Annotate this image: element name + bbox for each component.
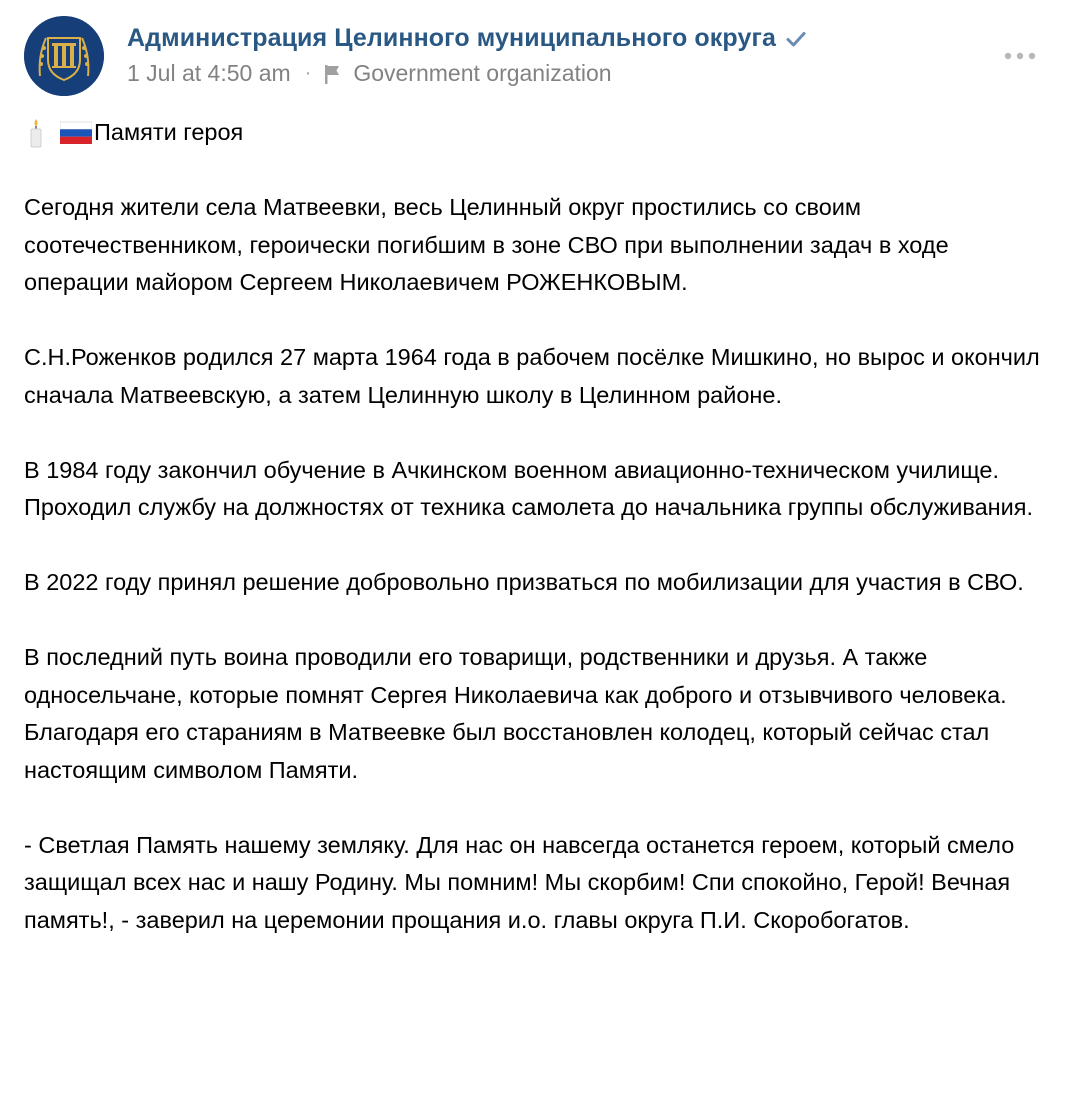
author-name-label[interactable]: Администрация Целинного муниципального округа <box>127 24 776 52</box>
candle-icon <box>24 118 48 148</box>
headline-text: Памяти героя <box>94 118 244 145</box>
more-horizontal-icon[interactable] <box>1000 46 1040 66</box>
paragraph: В 2022 году принял решение добровольно призваться по мобилизации для участия в СВО. <box>24 569 1024 595</box>
paragraph: С.Н.Роженков родился 27 марта 1964 года в рабочем посёлке Мишкино, но вырос и окончил сначала Матвеевскую, а затем Целинную школу в Целинном районе. <box>24 344 1040 408</box>
flag-icon <box>323 63 343 85</box>
paragraph: В 1984 году закончил обучение в Ачкинском военном авиационно-техническом училище. Проходил службу на должностях от техника самолета до начальника группы обслуживания. <box>24 456 1034 520</box>
paragraph: - Светлая Память нашему земляку. Для нас он навсегда останется героем, который смело защищал всех нас и нашу Родину. Мы помним! Мы скорбим! Спи спокойно, Герой! Вечная память!, - заверил на церемонии прощания и.о. главы округа П.И. Скоробогатов. <box>24 831 1015 933</box>
checkmark-icon <box>784 27 808 51</box>
municipal-emblem-icon <box>24 16 104 96</box>
post-category: Government organization <box>353 60 612 86</box>
post-headline <box>24 114 1054 151</box>
avatar[interactable] <box>24 16 104 96</box>
meta-separator: · <box>304 62 312 84</box>
post-meta <box>127 60 612 87</box>
paragraph: В последний путь воина проводили его товарищи, родственники и друзья. А также односельчане, которые помнят Сергея Николаевича как доброго и отзывчивого человека. Благодаря его стараниям в Матвеевке был восстановлен колодец, который сейчас стал настоящим символом Памяти. <box>24 644 1007 783</box>
russian-flag-icon <box>60 121 92 145</box>
post-time[interactable]: 1 Jul at 4:50 am <box>127 60 291 86</box>
author-name[interactable] <box>127 24 808 53</box>
paragraph: Сегодня жители села Матвеевки, весь Целинный округ простились со своим соотечественником, героически погибшим в зоне СВО при выполнении задач в ходе операции майором Сергеем Николаевичем РОЖЕНКОВЫМ. <box>24 194 949 295</box>
post-text <box>24 114 1054 939</box>
